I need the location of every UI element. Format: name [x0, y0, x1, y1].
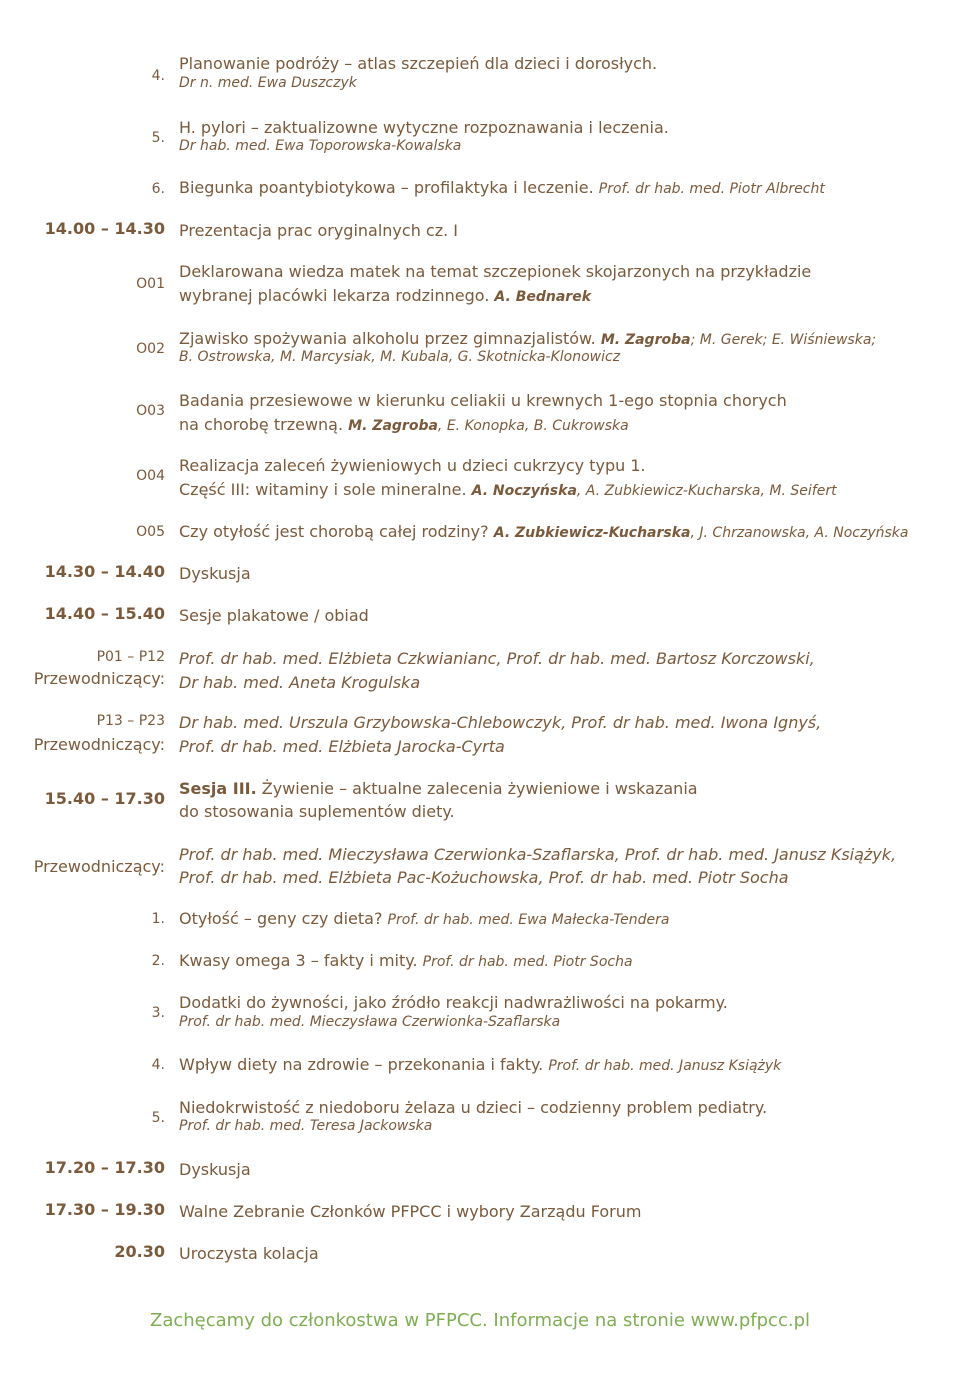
membership-footer: Zachęcamy do członkostwa w PFPCC. Informacje na stronie www.pfpcc.pl [150, 1310, 810, 1331]
